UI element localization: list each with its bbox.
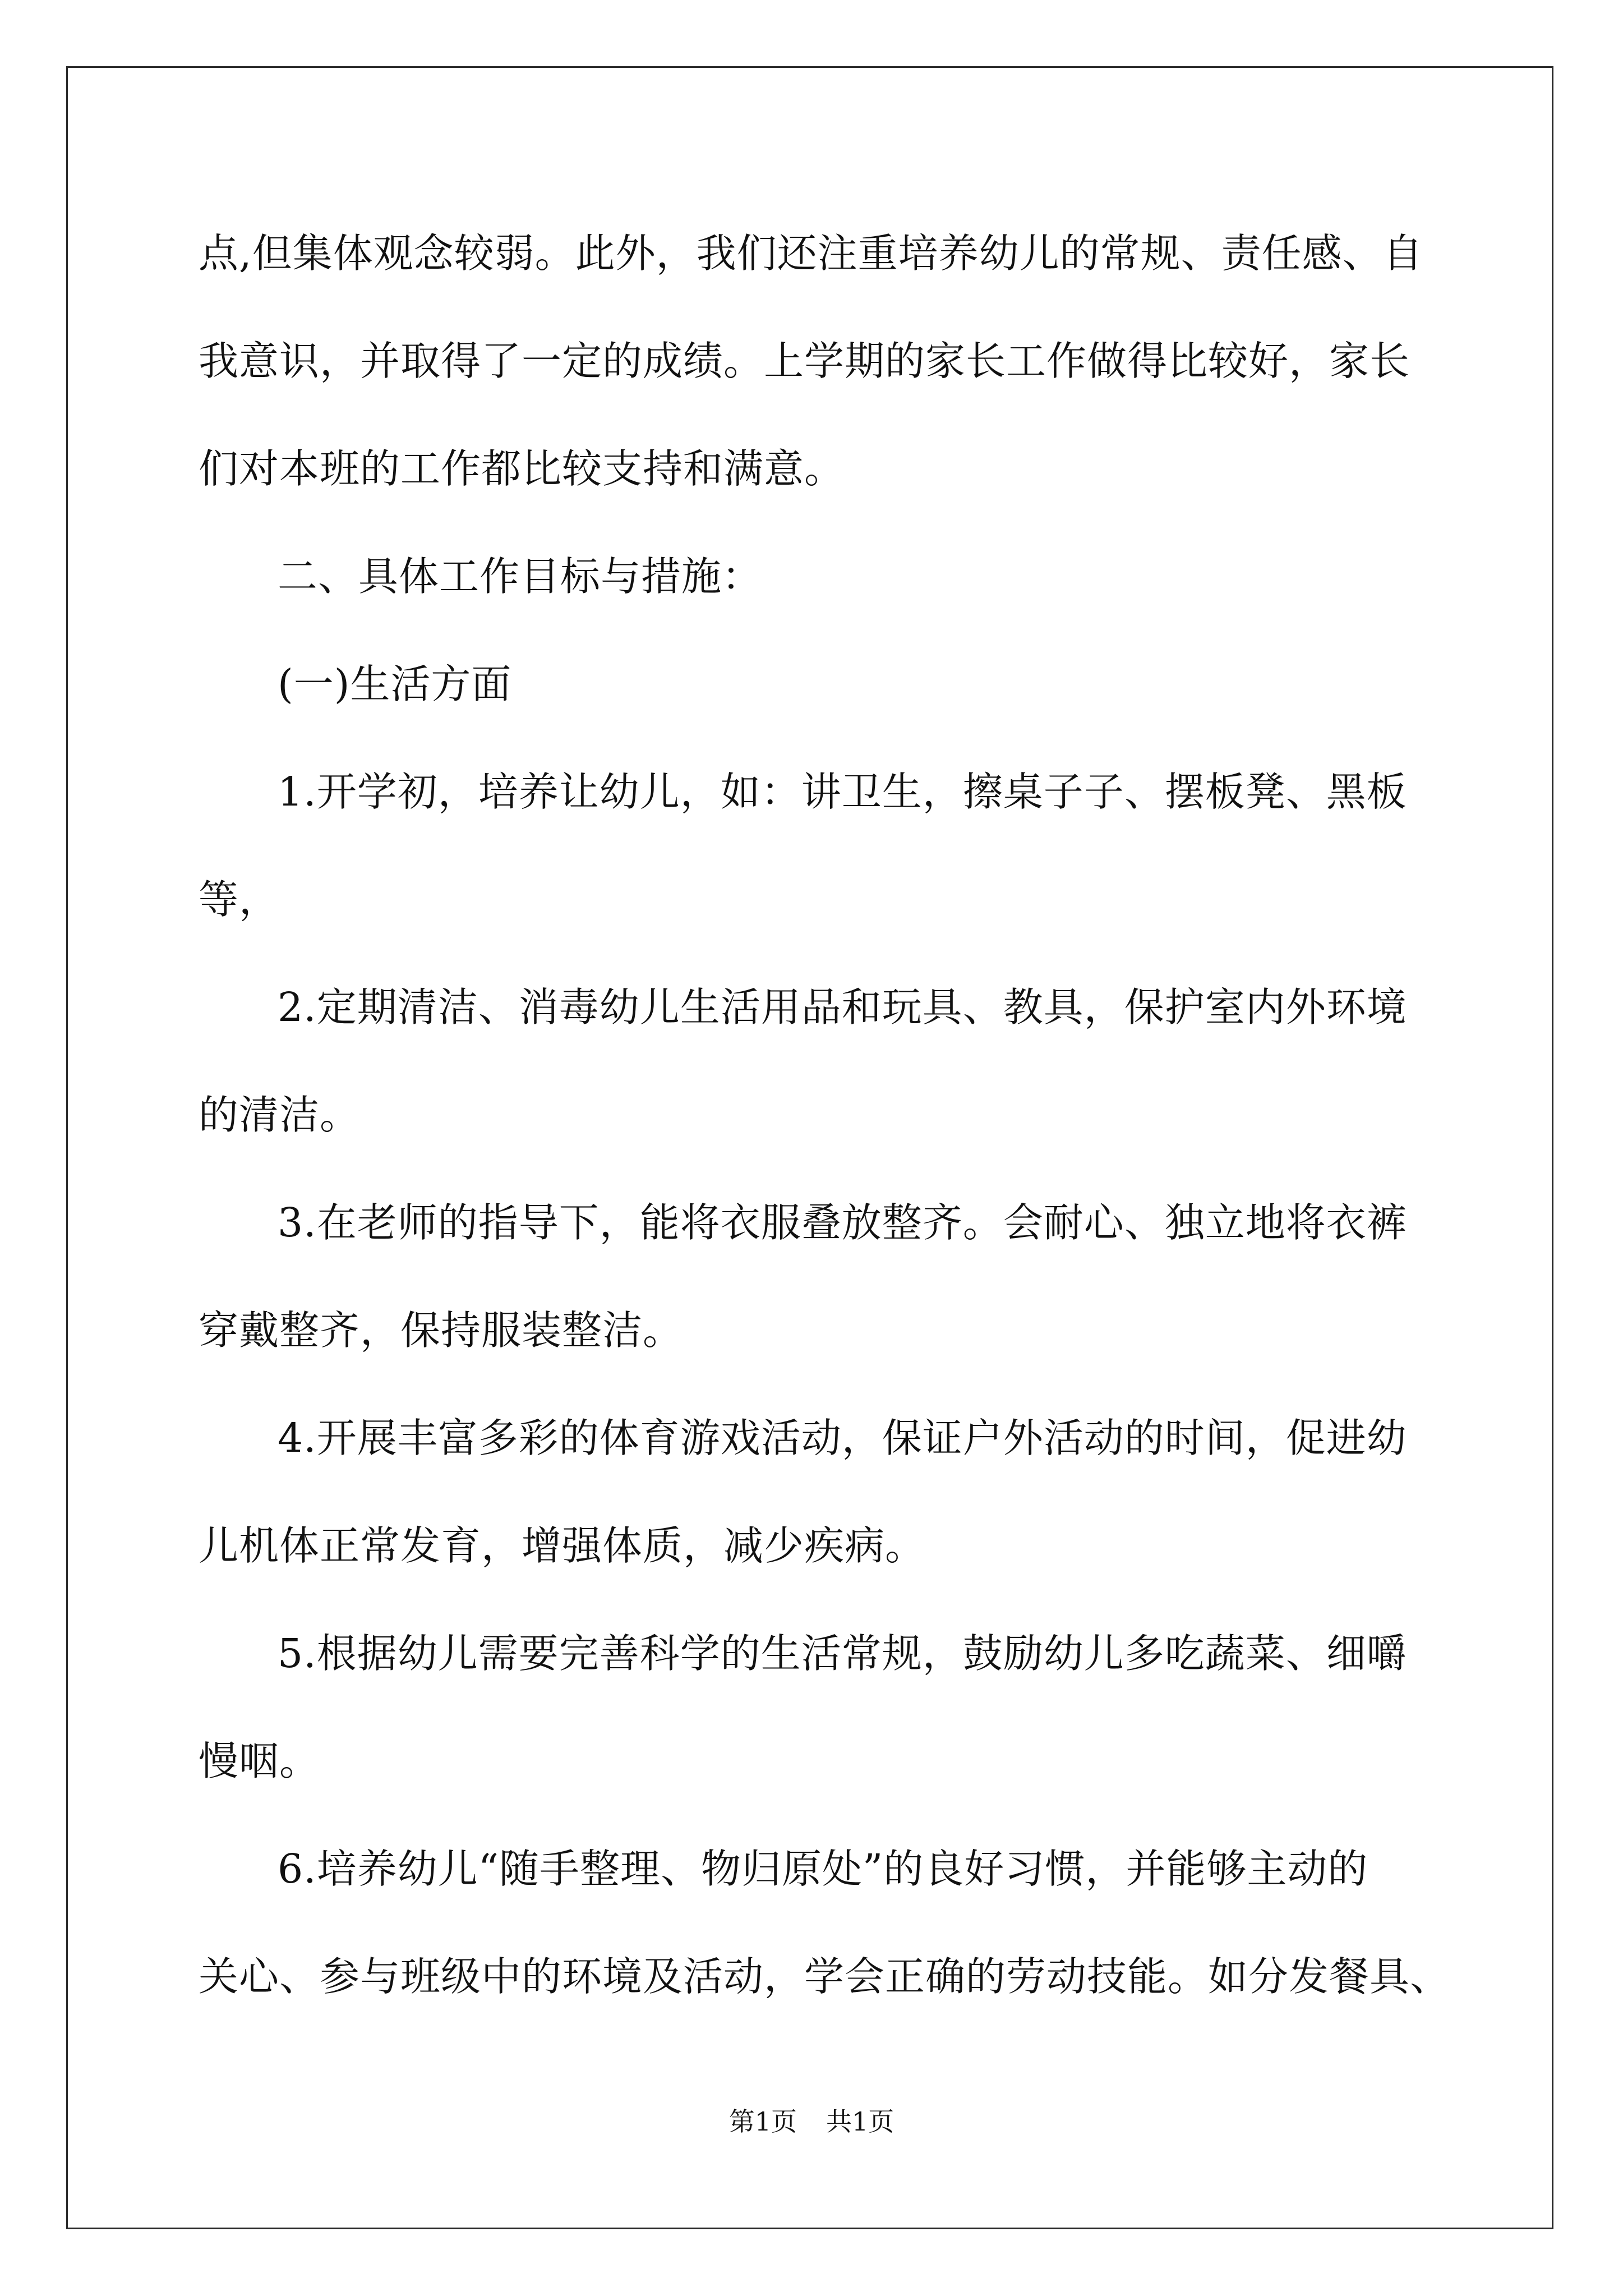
list-item-1: 1.开学初，培养让幼儿，如：讲卫生，擦桌子子、摆板凳、黑板	[278, 769, 1407, 815]
text-line: 慢咽。	[199, 1738, 320, 1784]
list-item-6: 6.培养幼儿“随手整理、物归原处”的良好习惯，并能够主动的	[278, 1846, 1368, 1892]
page-footer	[0, 2105, 1623, 2138]
list-item-5: 5.根据幼儿需要完善科学的生活常规，鼓励幼儿多吃蔬菜、细嚼	[278, 1630, 1407, 1677]
page-number: 第1页	[728, 2106, 797, 2137]
text-line: 儿机体正常发育，增强体质，减少疾病。	[199, 1522, 926, 1569]
text-line: 等，	[199, 876, 280, 923]
document-body	[199, 222, 1451, 2053]
list-item-4: 4.开展丰富多彩的体育游戏活动，保证户外活动的时间，促进幼	[278, 1415, 1407, 1461]
page-total: 共1页	[826, 2106, 895, 2137]
text-line: 关心、参与班级中的环境及活动，学会正确的劳动技能。如分发餐具、	[199, 1953, 1451, 2000]
text-line: 的清洁。	[199, 1092, 361, 1138]
subsection-heading: (一)生活方面	[278, 661, 512, 707]
list-item-2: 2.定期清洁、消毒幼儿生活用品和玩具、教具，保护室内外环境	[278, 984, 1407, 1030]
text-line: 我意识，并取得了一定的成绩。上学期的家长工作做得比较好，家长	[199, 338, 1410, 384]
text-line: 点,但集体观念较弱。此外，我们还注重培养幼儿的常规、责任感、自	[199, 230, 1423, 277]
text-line: 们对本班的工作都比较支持和满意。	[199, 445, 845, 492]
section-heading: 二、具体工作目标与措施：	[278, 553, 763, 600]
text-line: 穿戴整齐，保持服装整洁。	[199, 1307, 684, 1354]
list-item-3: 3.在老师的指导下，能将衣服叠放整齐。会耐心、独立地将衣裤	[278, 1199, 1407, 1246]
